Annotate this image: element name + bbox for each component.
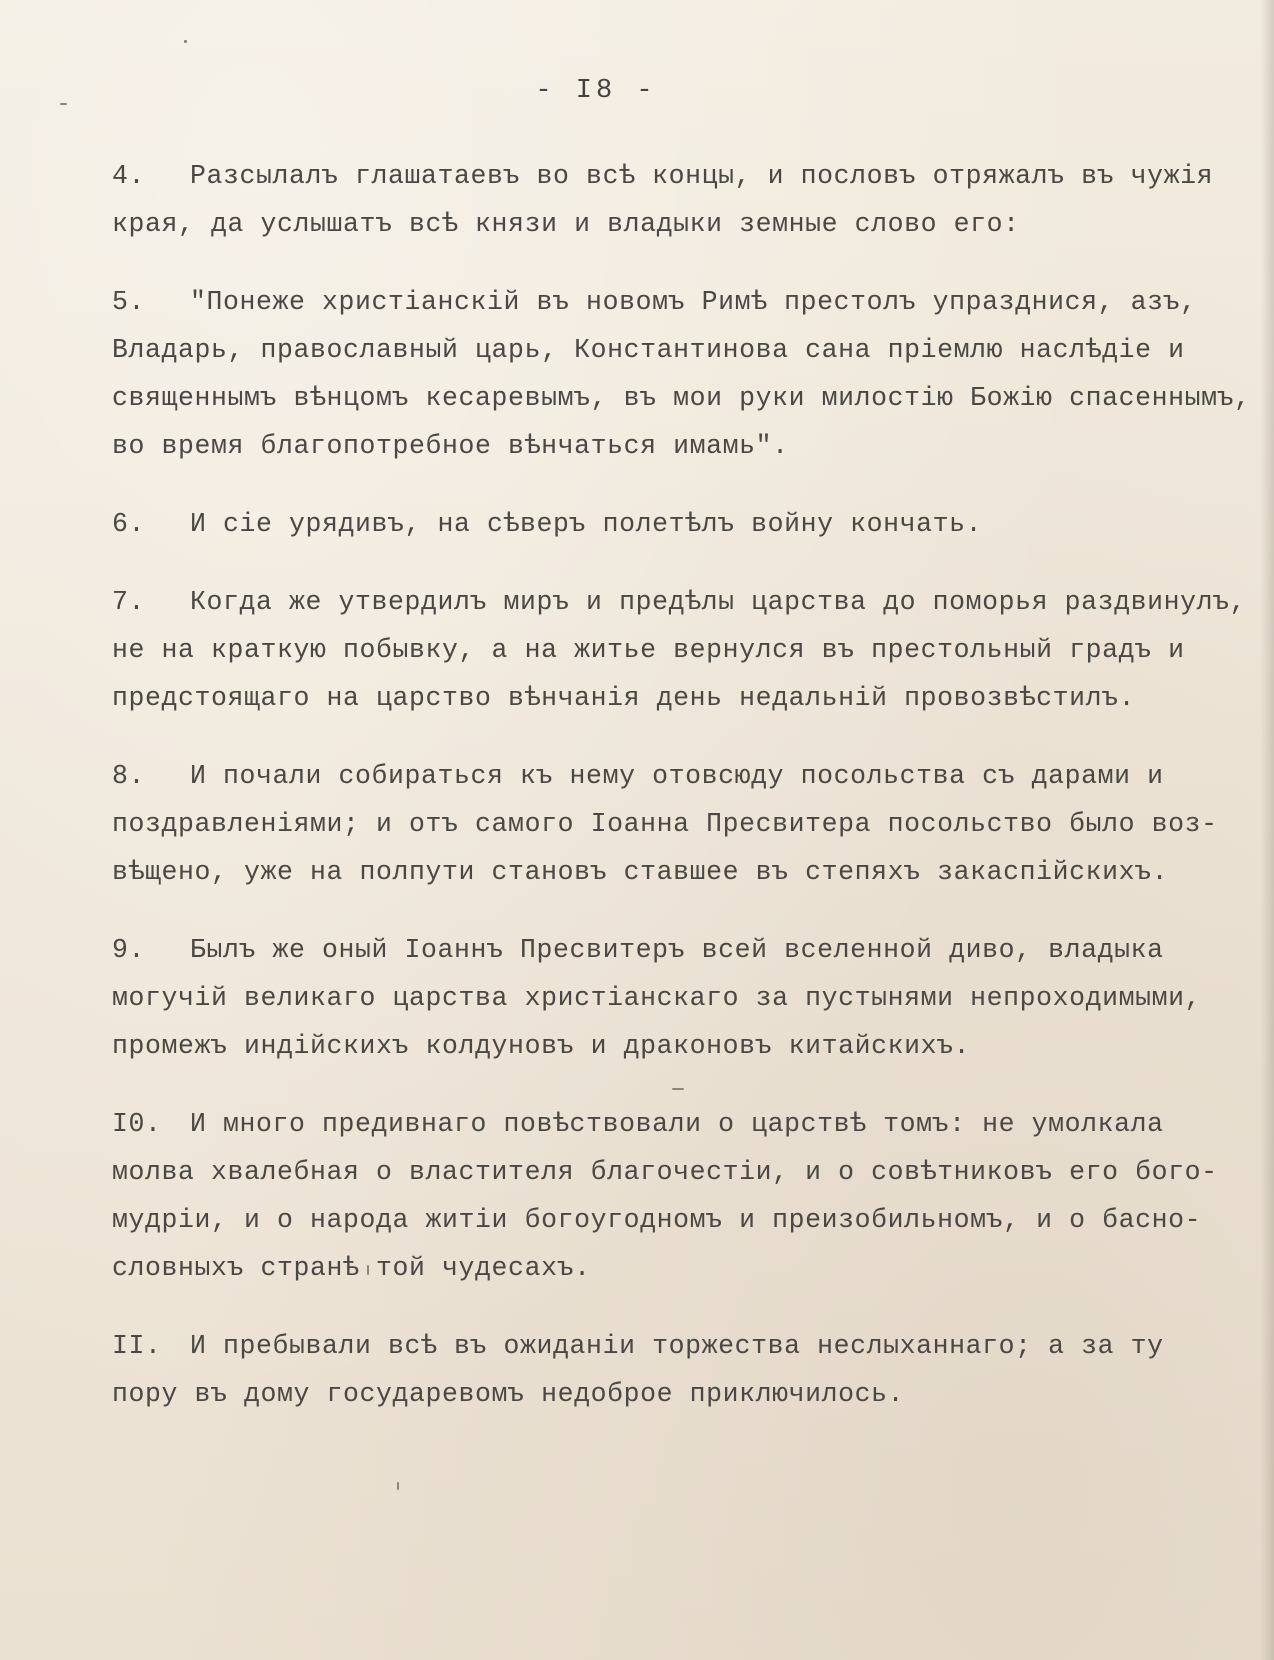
paragraph-line: во время благопотребное вѣнчаться имамь". bbox=[112, 431, 789, 461]
paragraph-line: поздравленіями; и отъ самого Іоанна Пресвитера посольство было воз- bbox=[112, 809, 1218, 839]
paragraph-line: края, да услышатъ всѣ князи и владыки земные слово его: bbox=[112, 209, 1020, 239]
paragraph-line: Владарь, православный царь, Константинова сана пріемлю наслѣдіе и bbox=[112, 335, 1185, 365]
line-text: Былъ же оный Іоаннъ Пресвитеръ всей вселенной диво, владыка bbox=[190, 935, 1164, 965]
paragraph-line bbox=[112, 152, 1227, 200]
paper-speck bbox=[397, 1482, 399, 1490]
page-number: - I8 - bbox=[535, 76, 657, 106]
paragraph-number: 5. bbox=[112, 287, 146, 317]
paragraph-line bbox=[112, 1322, 1227, 1370]
paragraph-number: 6. bbox=[112, 509, 146, 539]
paragraph-line bbox=[112, 578, 1247, 626]
paragraph-line bbox=[112, 500, 1227, 548]
line-text: "Понеже христіанскій въ новомъ Римѣ престолъ упразднися, азъ, bbox=[190, 287, 1197, 317]
paragraph-number: 4. bbox=[112, 161, 146, 191]
paragraph-number: I0. bbox=[112, 1109, 162, 1139]
paragraph-line: мудріи, и о народа житіи богоугодномъ и преизобильномъ, и о басно- bbox=[112, 1205, 1202, 1235]
paragraph-number: 7. bbox=[112, 587, 146, 617]
paragraph-6 bbox=[112, 500, 1227, 548]
paragraph-line: предстоящаго на царство вѣнчанія день недальній провозвѣстилъ. bbox=[112, 683, 1136, 713]
paragraph-4 bbox=[112, 152, 1227, 248]
line-text: И сіе урядивъ, на сѣверъ полетѣлъ войну кончать. bbox=[190, 509, 983, 539]
paragraph-9 bbox=[112, 926, 1227, 1070]
paragraph-line bbox=[112, 1100, 1227, 1148]
paragraph-line: не на краткую побывку, а на житье вернулся въ престольный градъ и bbox=[112, 635, 1185, 665]
paragraph-number: II. bbox=[112, 1331, 162, 1361]
paragraph-line bbox=[112, 752, 1227, 800]
paragraph-10 bbox=[112, 1100, 1227, 1292]
line-text: И пребывали всѣ въ ожиданіи торжества неслыханнаго; а за ту bbox=[190, 1331, 1164, 1361]
paragraph-line: могучій великаго царства христіанскаго за пустынями непроходимыми, bbox=[112, 983, 1202, 1013]
line-text: Когда же утвердилъ миръ и предѣлы царства до поморья раздвинулъ, bbox=[190, 587, 1247, 617]
paragraph-number: 9. bbox=[112, 935, 146, 965]
line-text: И почали собираться къ нему отовсюду посольства съ дарами и bbox=[190, 761, 1164, 791]
paragraph-line bbox=[112, 278, 1227, 326]
paragraph-line: промежъ индійскихъ колдуновъ и драконовъ китайскихъ. bbox=[112, 1031, 971, 1061]
paragraph-number: 8. bbox=[112, 761, 146, 791]
line-text: Разсылалъ глашатаевъ во всѣ концы, и пословъ отряжалъ въ чужія bbox=[190, 161, 1214, 191]
document-body bbox=[112, 152, 1251, 1448]
paragraph-line: вѣщено, уже на полпути становъ ставшее въ степяхъ закаспійскихъ. bbox=[112, 857, 1169, 887]
paragraph-line bbox=[112, 926, 1227, 974]
paper-speck bbox=[184, 40, 187, 43]
page-edge-shadow bbox=[1260, 0, 1274, 1660]
paragraph-8 bbox=[112, 752, 1227, 896]
paragraph-line: священнымъ вѣнцомъ кесаревымъ, въ мои руки милостію Божію спасеннымъ, bbox=[112, 383, 1251, 413]
line-text: И много предивнаго повѣствовали о царствѣ томъ: не умолкала bbox=[190, 1109, 1164, 1139]
paragraph-5 bbox=[112, 278, 1251, 470]
paragraph-11 bbox=[112, 1322, 1227, 1418]
paragraph-line: молва хвалебная о властителя благочестіи, и о совѣтниковъ его бого- bbox=[112, 1157, 1218, 1187]
paragraph-line: пору въ дому государевомъ недоброе приключилось. bbox=[112, 1379, 905, 1409]
paragraph-7 bbox=[112, 578, 1247, 722]
paragraph-line: словныхъ странѣ той чудесахъ. bbox=[112, 1253, 591, 1283]
